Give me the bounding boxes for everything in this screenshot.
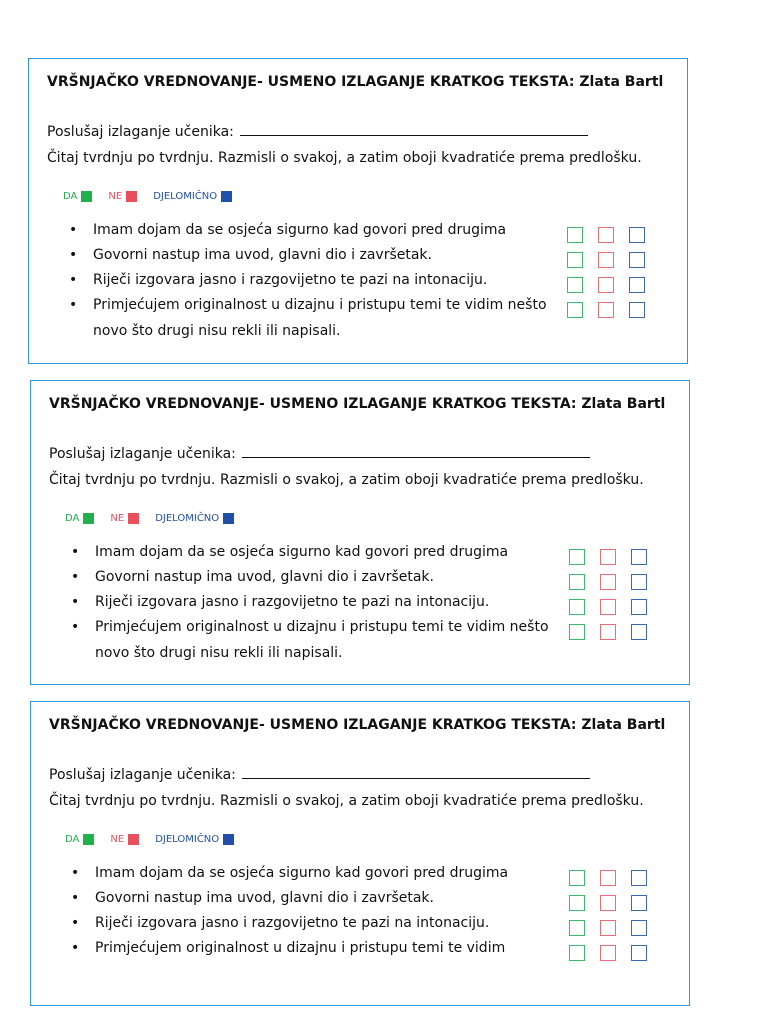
list-item: • Riječi izgovara jasno i razgovijetno te pazi na intonaciju. <box>71 594 490 610</box>
da-swatch-icon <box>83 834 94 845</box>
ne-checkbox[interactable] <box>598 252 614 268</box>
legend-djelomicno: DJELOMIČNO <box>155 834 234 845</box>
student-name-line[interactable] <box>242 764 590 779</box>
djelomicno-checkbox[interactable] <box>631 920 647 936</box>
legend-da: DA <box>65 513 94 524</box>
djelomicno-checkbox[interactable] <box>631 895 647 911</box>
legend-djelomicno: DJELOMIČNO <box>155 513 234 524</box>
listen-row <box>47 121 588 140</box>
da-checkbox[interactable] <box>567 227 583 243</box>
list-item: • Riječi izgovara jasno i razgovijetno te pazi na intonaciju. <box>69 272 488 288</box>
list-item: • Govorni nastup ima uvod, glavni dio i završetak. <box>71 890 434 906</box>
djelomicno-checkbox[interactable] <box>629 227 645 243</box>
evaluation-card-2 <box>30 380 690 685</box>
da-checkbox[interactable] <box>569 574 585 590</box>
da-checkbox[interactable] <box>567 277 583 293</box>
student-name-line[interactable] <box>242 443 590 458</box>
legend-ne: NE <box>110 834 139 845</box>
list-item: • Riječi izgovara jasno i razgovijetno te pazi na intonaciju. <box>71 915 490 931</box>
ne-checkbox[interactable] <box>598 227 614 243</box>
ne-checkbox[interactable] <box>600 945 616 961</box>
card-title: VRŠNJAČKO VREDNOVANJE- USMENO IZLAGANJE KRATKOG TEKSTA: Zlata Bartl <box>49 396 666 412</box>
da-checkbox[interactable] <box>569 945 585 961</box>
da-checkbox[interactable] <box>569 624 585 640</box>
ne-checkbox[interactable] <box>598 277 614 293</box>
legend <box>65 834 250 845</box>
checkbox-grid <box>567 227 660 327</box>
ne-checkbox[interactable] <box>600 574 616 590</box>
listen-label: Poslušaj izlaganje učenika: <box>49 767 236 783</box>
legend <box>63 191 248 202</box>
list-item: • Imam dojam da se osjeća sigurno kad govori pred drugima <box>71 544 509 560</box>
djelomicno-swatch-icon <box>221 191 232 202</box>
ne-checkbox[interactable] <box>600 895 616 911</box>
legend-ne: NE <box>110 513 139 524</box>
instruction-text: Čitaj tvrdnju po tvrdnju. Razmisli o svakoj, a zatim oboji kvadratiće prema predlošku. <box>49 472 644 488</box>
evaluation-card-1 <box>28 58 688 364</box>
da-checkbox[interactable] <box>569 599 585 615</box>
instruction-text: Čitaj tvrdnju po tvrdnju. Razmisli o svakoj, a zatim oboji kvadratiće prema predlošku. <box>49 793 644 809</box>
da-checkbox[interactable] <box>569 870 585 886</box>
djelomicno-checkbox[interactable] <box>629 277 645 293</box>
djelomicno-swatch-icon <box>223 834 234 845</box>
djelomicno-checkbox[interactable] <box>631 624 647 640</box>
ne-swatch-icon <box>128 513 139 524</box>
list-item: • Imam dojam da se osjeća sigurno kad govori pred drugima <box>69 222 507 238</box>
statement-list <box>31 543 561 673</box>
ne-checkbox[interactable] <box>598 302 614 318</box>
listen-row <box>49 443 590 462</box>
djelomicno-checkbox[interactable] <box>631 574 647 590</box>
legend-da: DA <box>65 834 94 845</box>
da-checkbox[interactable] <box>567 302 583 318</box>
ne-checkbox[interactable] <box>600 599 616 615</box>
djelomicno-checkbox[interactable] <box>631 945 647 961</box>
da-checkbox[interactable] <box>569 549 585 565</box>
djelomicno-checkbox[interactable] <box>631 870 647 886</box>
ne-checkbox[interactable] <box>600 624 616 640</box>
da-checkbox[interactable] <box>567 252 583 268</box>
statement-list <box>31 864 561 964</box>
djelomicno-checkbox[interactable] <box>629 252 645 268</box>
djelomicno-swatch-icon <box>223 513 234 524</box>
djelomicno-checkbox[interactable] <box>631 599 647 615</box>
student-name-line[interactable] <box>240 121 588 136</box>
da-swatch-icon <box>83 513 94 524</box>
checkbox-grid <box>569 549 662 649</box>
ne-checkbox[interactable] <box>600 920 616 936</box>
list-item: • Primjećujem originalnost u dizajnu i pristupu temi te vidim nešto novo što drugi nisu rekli ili napisali. <box>71 619 549 661</box>
list-item: • Primjećujem originalnost u dizajnu i pristupu temi te vidim <box>71 940 506 956</box>
list-item: • Primjećujem originalnost u dizajnu i pristupu temi te vidim nešto novo što drugi nisu rekli ili napisali. <box>69 297 547 339</box>
list-item: • Govorni nastup ima uvod, glavni dio i završetak. <box>69 247 432 263</box>
list-item: • Imam dojam da se osjeća sigurno kad govori pred drugima <box>71 865 509 881</box>
da-checkbox[interactable] <box>569 920 585 936</box>
card-title: VRŠNJAČKO VREDNOVANJE- USMENO IZLAGANJE KRATKOG TEKSTA: Zlata Bartl <box>49 717 666 733</box>
statement-list <box>29 221 559 351</box>
ne-swatch-icon <box>126 191 137 202</box>
instruction-text: Čitaj tvrdnju po tvrdnju. Razmisli o svakoj, a zatim oboji kvadratiće prema predlošku. <box>47 150 642 166</box>
da-checkbox[interactable] <box>569 895 585 911</box>
da-swatch-icon <box>81 191 92 202</box>
djelomicno-checkbox[interactable] <box>631 549 647 565</box>
listen-label: Poslušaj izlaganje učenika: <box>49 446 236 462</box>
legend-ne: NE <box>108 191 137 202</box>
list-item: • Govorni nastup ima uvod, glavni dio i završetak. <box>71 569 434 585</box>
ne-checkbox[interactable] <box>600 870 616 886</box>
checkbox-grid <box>569 870 662 970</box>
ne-swatch-icon <box>128 834 139 845</box>
legend-da: DA <box>63 191 92 202</box>
listen-row <box>49 764 590 783</box>
listen-label: Poslušaj izlaganje učenika: <box>47 124 234 140</box>
legend <box>65 513 250 524</box>
card-title: VRŠNJAČKO VREDNOVANJE- USMENO IZLAGANJE KRATKOG TEKSTA: Zlata Bartl <box>47 74 664 90</box>
evaluation-card-3 <box>30 701 690 1006</box>
ne-checkbox[interactable] <box>600 549 616 565</box>
djelomicno-checkbox[interactable] <box>629 302 645 318</box>
legend-djelomicno: DJELOMIČNO <box>153 191 232 202</box>
